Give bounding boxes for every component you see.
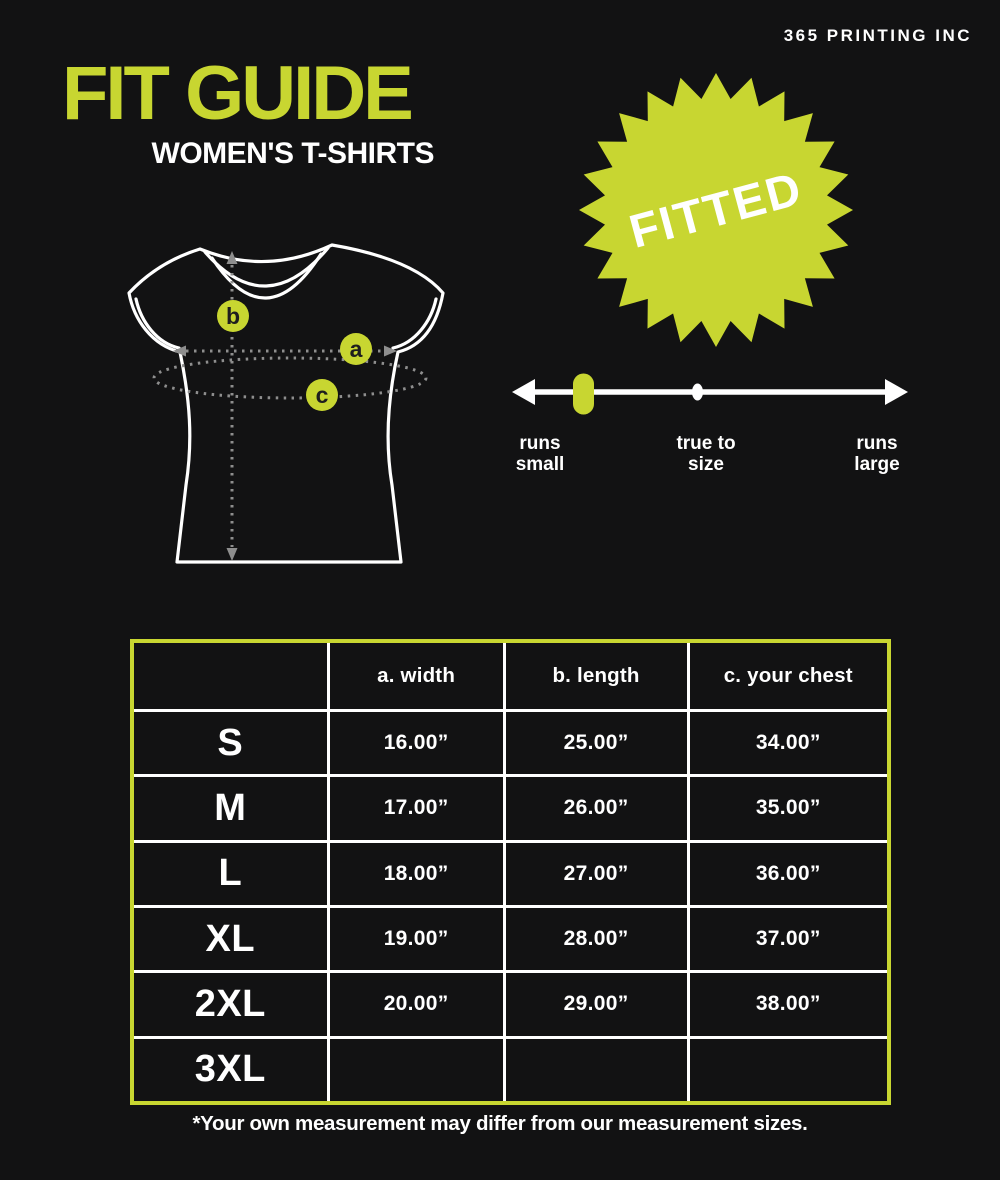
size-cell: 2XL xyxy=(134,973,327,1035)
size-cell: S xyxy=(134,712,327,774)
size-cell: XL xyxy=(134,908,327,970)
true-to-size-tick xyxy=(692,384,703,401)
header-cell-blank xyxy=(134,643,327,709)
tshirt-diagram xyxy=(120,235,470,575)
chest-measure-ellipse xyxy=(154,358,426,398)
chest-cell: 36.00” xyxy=(690,843,888,905)
fit-scale xyxy=(505,365,915,420)
header-cell-length: b. length xyxy=(506,643,687,709)
scale-arrow-right-icon xyxy=(885,379,908,405)
fitted-badge xyxy=(570,60,870,360)
width-cell: 19.00” xyxy=(330,908,503,970)
width-cell: 17.00” xyxy=(330,777,503,839)
chest-cell: 35.00” xyxy=(690,777,888,839)
badge-label: FITTED xyxy=(623,161,808,258)
length-cell: 28.00” xyxy=(506,908,687,970)
length-cell: 25.00” xyxy=(506,712,687,774)
length-cell xyxy=(506,1039,687,1101)
marker-a-letter: a xyxy=(349,336,363,362)
chest-cell: 38.00” xyxy=(690,973,888,1035)
width-cell: 18.00” xyxy=(330,843,503,905)
arrow-down-icon xyxy=(227,548,238,561)
size-cell: M xyxy=(134,777,327,839)
scale-label-runs-large: runs large xyxy=(854,433,900,475)
length-cell: 29.00” xyxy=(506,973,687,1035)
width-cell xyxy=(330,1039,503,1101)
length-cell: 27.00” xyxy=(506,843,687,905)
scale-arrow-left-icon xyxy=(512,379,535,405)
page-title: FIT GUIDE xyxy=(62,51,411,136)
marker-b-letter: b xyxy=(225,303,241,329)
width-cell: 20.00” xyxy=(330,973,503,1035)
width-cell: 16.00” xyxy=(330,712,503,774)
chest-cell: 37.00” xyxy=(690,908,888,970)
size-cell: 3XL xyxy=(134,1039,327,1101)
footnote: *Your own measurement may differ from our measurement sizes. xyxy=(192,1112,808,1135)
fit-indicator-pill xyxy=(573,374,594,415)
size-cell: L xyxy=(134,843,327,905)
right-cuff-line xyxy=(393,299,436,348)
size-table xyxy=(130,639,891,1105)
chest-cell xyxy=(690,1039,888,1101)
page-subtitle: WOMEN'S T-SHIRTS xyxy=(151,137,434,170)
header-cell-chest: c. your chest xyxy=(690,643,888,709)
length-cell: 26.00” xyxy=(506,777,687,839)
chest-cell: 34.00” xyxy=(690,712,888,774)
brand-name: 365 PRINTING INC xyxy=(783,26,972,45)
marker-c-letter: c xyxy=(315,382,329,408)
header-cell-width: a. width xyxy=(330,643,503,709)
scale-label-runs-small: runs small xyxy=(515,433,565,475)
scale-label-true-to-size: true to size xyxy=(676,433,736,475)
